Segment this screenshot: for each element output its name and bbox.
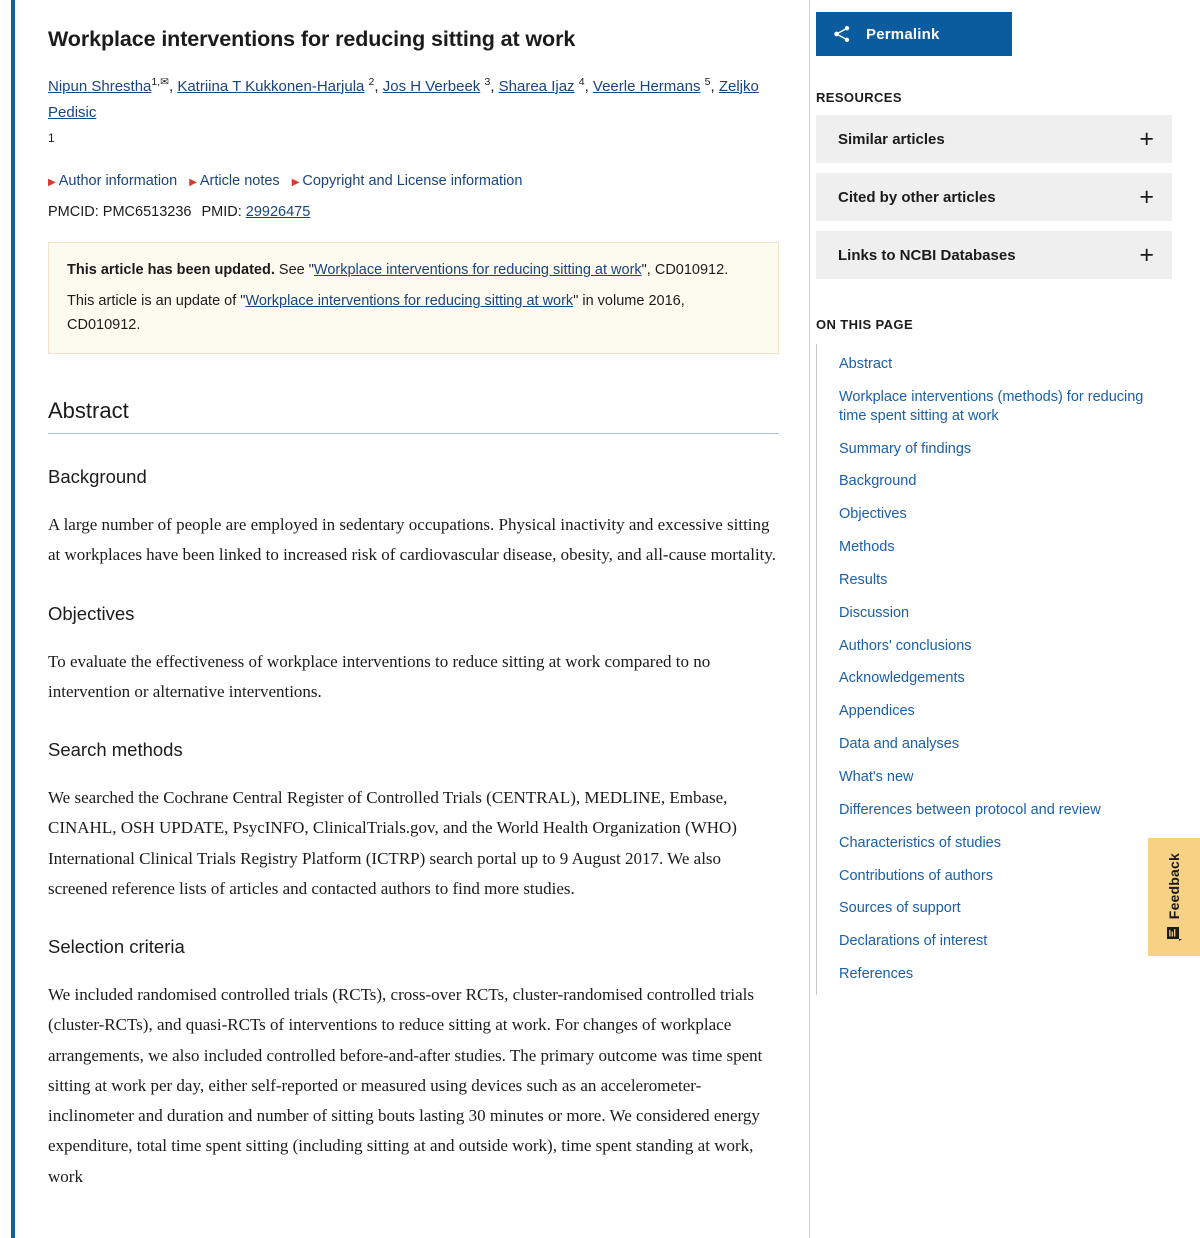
article-identifiers bbox=[48, 204, 779, 220]
author-link[interactable]: Zeljko Pedisic bbox=[48, 77, 759, 122]
list-item bbox=[817, 958, 1172, 991]
notice-line-2 bbox=[67, 290, 760, 337]
toc-link-contributions-of-authors[interactable]: Contributions of authors bbox=[839, 867, 993, 884]
toc-link-appendices[interactable]: Appendices bbox=[839, 703, 915, 720]
notice-line2-post: " in volume 2016, CD010912. bbox=[67, 293, 685, 333]
toc-link-characteristics-of-studies[interactable]: Characteristics of studies bbox=[839, 834, 1001, 851]
pmcid-value: PMC6513236 bbox=[102, 203, 192, 220]
accordion-cited-by-other-articles[interactable] bbox=[816, 173, 1172, 221]
toc-link-discussion[interactable]: Discussion bbox=[839, 604, 910, 621]
notice-updated-article-link[interactable]: Workplace interventions for reducing sitting at work bbox=[313, 261, 642, 278]
list-item bbox=[817, 892, 1172, 925]
abstract-section-heading-objectives: Objectives bbox=[48, 602, 135, 624]
abstract-section-body-objectives: To evaluate the effectiveness of workplace interventions to reduce sitting at work compared to no intervention or alternative interventions. bbox=[48, 651, 711, 701]
abstract-section-body-search-methods: We searched the Cochrane Central Register of Controlled Trials (CENTRAL), MEDLINE, Embase, CINAHL, OSH UPDATE, PsycINFO, ClinicalTrials.gov, and the World Health Organization (WHO) International Clinical Trials Registry Platform (ICTRP) search portal up to 9 August 2017. We also screened reference lists of articles and contacted authors to find more studies. bbox=[48, 788, 737, 898]
accordion-similar-articles[interactable] bbox=[816, 115, 1172, 163]
author-affiliation-sup: 4 bbox=[578, 75, 585, 88]
permalink-button[interactable] bbox=[816, 12, 1012, 56]
pmid-label: PMID: bbox=[201, 203, 242, 220]
corresponding-author-envelope-icon[interactable]: ✉ bbox=[160, 75, 169, 88]
author-link[interactable]: Nipun Shrestha bbox=[48, 77, 152, 95]
toc-link-background[interactable]: Background bbox=[839, 473, 917, 490]
article-meta-links bbox=[48, 171, 779, 191]
abstract-section-heading-search-methods: Search methods bbox=[48, 739, 183, 761]
feedback-label: Feedback bbox=[1166, 852, 1182, 920]
list-item bbox=[817, 433, 1172, 466]
author-information-link[interactable]: Author information bbox=[58, 173, 178, 190]
feedback-tab[interactable] bbox=[1148, 838, 1200, 956]
author-link[interactable]: Katriina T Kukkonen-Harjula bbox=[177, 77, 365, 95]
author-affiliation-sup: 1, bbox=[151, 75, 161, 88]
permalink-button-label: Permalink bbox=[866, 25, 940, 43]
toc-link-objectives[interactable]: Objectives bbox=[839, 506, 907, 523]
notice-line1-post: ", CD010912. bbox=[641, 261, 729, 278]
update-notice-box bbox=[48, 242, 779, 354]
toc-link-references[interactable]: References bbox=[839, 966, 914, 983]
toc-link-abstract[interactable]: Abstract bbox=[839, 356, 893, 372]
accordion-label: Cited by other articles bbox=[838, 188, 996, 206]
feedback-chart-icon bbox=[1166, 925, 1182, 941]
list-item bbox=[817, 794, 1172, 827]
accordion-label: Similar articles bbox=[838, 130, 945, 148]
list-item bbox=[817, 695, 1172, 728]
pmcid-label: PMCID: bbox=[48, 203, 99, 220]
plus-icon: + bbox=[1139, 240, 1154, 269]
list-item bbox=[817, 348, 1172, 381]
list-item bbox=[817, 761, 1172, 794]
abstract-heading: Abstract bbox=[48, 398, 779, 434]
abstract-section-body-selection-criteria: We included randomised controlled trials (RCTs), cross-over RCTs, cluster-randomised controlled trials (cluster-RCTs), and quasi-RCTs of interventions to reduce sitting at work. For changes of workplace arrangements, we also included controlled before-and-after studies. The primary outcome was time spent sitting at work per day, either self-reported or measured using devices such as an accelerometer-inclinometer and duration and number of sitting bouts lasting 30 minutes or more. We considered energy expenditure, total time spent sitting (including sitting at and outside work), time spent standing at work, work bbox=[48, 985, 763, 1186]
toc-link-declarations-of-interest[interactable]: Declarations of interest bbox=[839, 933, 988, 950]
on-this-page-heading: ON THIS PAGE bbox=[816, 317, 914, 332]
author-entry: Sharea Ijaz $^4$, bbox=[498, 75, 593, 95]
list-item bbox=[817, 630, 1172, 663]
triangle-right-icon: ▶ bbox=[48, 177, 56, 189]
toc-link-results[interactable]: Results bbox=[839, 571, 888, 588]
author-entry: Veerle Hermans $^5$, bbox=[592, 75, 719, 95]
abstract-section-heading-background: Background bbox=[48, 466, 147, 488]
toc-link-differences-protocol-review[interactable]: Differences between protocol and review bbox=[839, 801, 1101, 818]
author-entry: Katriina T Kukkonen-Harjula $^2$, bbox=[177, 75, 383, 95]
notice-previous-version-link[interactable]: Workplace interventions for reducing sitting at work bbox=[245, 293, 574, 310]
plus-icon: + bbox=[1139, 124, 1154, 153]
list-item bbox=[817, 498, 1172, 531]
on-this-page-list bbox=[816, 344, 1172, 995]
page-title: Workplace interventions for reducing sitting at work bbox=[48, 27, 576, 51]
affiliation-marker: 1 bbox=[48, 131, 55, 146]
abstract-section-heading-selection-criteria: Selection criteria bbox=[48, 936, 185, 958]
pmid-link[interactable]: 29926475 bbox=[245, 203, 311, 220]
author-link[interactable]: Sharea Ijaz bbox=[498, 77, 575, 95]
list-item bbox=[817, 597, 1172, 630]
accordion-links-to-ncbi-databases[interactable] bbox=[816, 231, 1172, 279]
plus-icon: + bbox=[1139, 182, 1154, 211]
list-item bbox=[817, 860, 1172, 893]
resources-heading: RESOURCES bbox=[816, 90, 902, 105]
list-item bbox=[817, 531, 1172, 564]
author-link[interactable]: Jos H Verbeek bbox=[382, 77, 481, 95]
author-affiliation-sup: 2 bbox=[368, 75, 375, 88]
accordion-label: Links to NCBI Databases bbox=[838, 246, 1016, 264]
list-item bbox=[817, 728, 1172, 761]
toc-link-acknowledgements[interactable]: Acknowledgements bbox=[839, 670, 965, 687]
triangle-right-icon: ▶ bbox=[189, 177, 197, 189]
notice-line-1 bbox=[67, 259, 760, 282]
author-entry: Jos H Verbeek $^3$, bbox=[382, 75, 499, 95]
copyright-license-link[interactable]: Copyright and License information bbox=[302, 173, 523, 190]
author-entry: Nipun Shrestha$^{1,✉}$, bbox=[48, 75, 178, 95]
share-icon bbox=[832, 24, 852, 44]
author-list bbox=[48, 73, 779, 150]
toc-link-workplace-interventions-methods[interactable]: Workplace interventions (methods) for reducing time spent sitting at work bbox=[839, 388, 1144, 424]
list-item bbox=[817, 662, 1172, 695]
notice-line2-pre: This article is an update of " bbox=[67, 293, 246, 310]
toc-link-authors-conclusions[interactable]: Authors' conclusions bbox=[839, 637, 972, 654]
list-item bbox=[817, 381, 1172, 433]
toc-link-methods[interactable]: Methods bbox=[839, 539, 895, 556]
list-item bbox=[817, 827, 1172, 860]
list-item bbox=[817, 925, 1172, 958]
notice-line1-pre: See " bbox=[274, 261, 314, 278]
author-affiliation-sup: 3 bbox=[484, 75, 491, 88]
article-notes-link[interactable]: Article notes bbox=[199, 173, 280, 190]
article-sidebar bbox=[810, 0, 1200, 1238]
author-affiliation-sup: 5 bbox=[704, 75, 711, 88]
toc-link-whats-new[interactable]: What's new bbox=[839, 768, 914, 785]
list-item bbox=[817, 564, 1172, 597]
toc-link-data-and-analyses[interactable]: Data and analyses bbox=[839, 736, 960, 753]
author-link[interactable]: Veerle Hermans bbox=[592, 77, 701, 95]
list-item bbox=[817, 465, 1172, 498]
toc-link-summary-of-findings[interactable]: Summary of findings bbox=[839, 440, 972, 457]
abstract-section-body-background: A large number of people are employed in sedentary occupations. Physical inactivity and excessive sitting at workplaces have been linked to increased risk of cardiovascular disease, obesity, and all-cause mortality. bbox=[48, 515, 777, 565]
toc-link-sources-of-support[interactable]: Sources of support bbox=[839, 900, 961, 917]
notice-bold-lead: This article has been updated. bbox=[67, 261, 275, 278]
triangle-right-icon: ▶ bbox=[291, 177, 300, 189]
